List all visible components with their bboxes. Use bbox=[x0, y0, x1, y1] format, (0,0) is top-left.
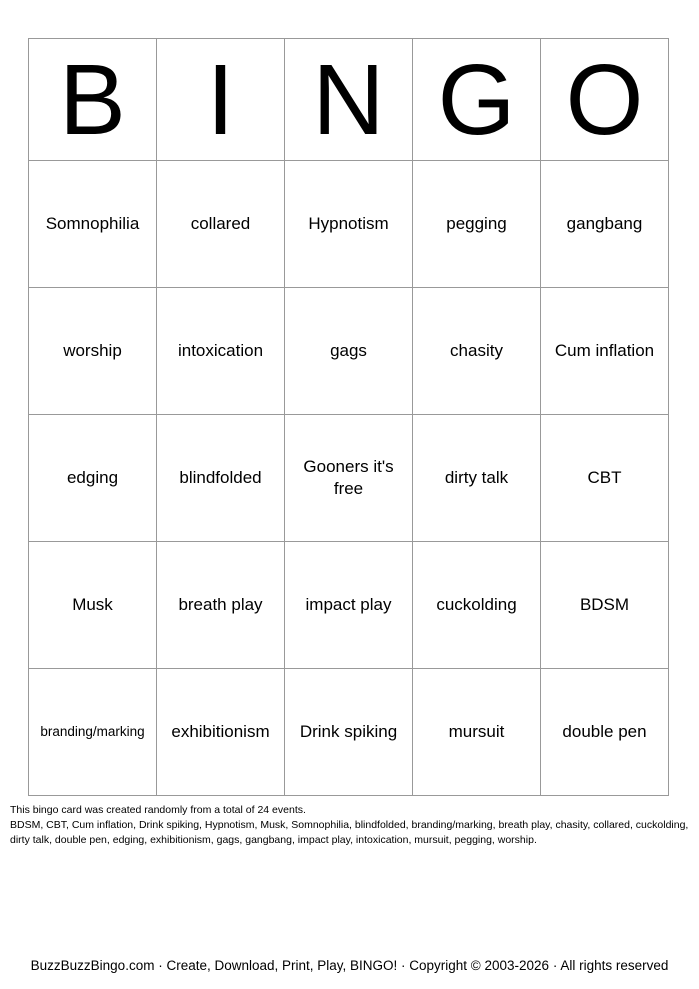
bingo-cell: cuckolding bbox=[413, 542, 541, 669]
bingo-cell: pegging bbox=[413, 161, 541, 288]
site-credit-line: BuzzBuzzBingo.com · Create, Download, Print, Play, BINGO! · Copyright © 2003-2026 · All rights reserved bbox=[30, 958, 669, 973]
bingo-cell: exhibitionism bbox=[157, 669, 285, 796]
bingo-header-letter: B bbox=[29, 39, 157, 161]
bingo-cell: double pen bbox=[541, 669, 669, 796]
bingo-cell: impact play bbox=[285, 542, 413, 669]
bingo-header-letter: I bbox=[157, 39, 285, 161]
bingo-cell: branding/marking bbox=[29, 669, 157, 796]
bingo-header-letter: O bbox=[541, 39, 669, 161]
bingo-cell: gangbang bbox=[541, 161, 669, 288]
bingo-cell: Somnophilia bbox=[29, 161, 157, 288]
bingo-cell: dirty talk bbox=[413, 415, 541, 542]
bingo-cell: collared bbox=[157, 161, 285, 288]
bingo-cell: Musk bbox=[29, 542, 157, 669]
bingo-cell: edging bbox=[29, 415, 157, 542]
bingo-cell: intoxication bbox=[157, 288, 285, 415]
bingo-cell: Cum inflation bbox=[541, 288, 669, 415]
bingo-card-grid bbox=[28, 38, 669, 796]
bingo-cell: breath play bbox=[157, 542, 285, 669]
card-info-note bbox=[10, 803, 692, 848]
bingo-cell: BDSM bbox=[541, 542, 669, 669]
bingo-cell: gags bbox=[285, 288, 413, 415]
events-list: BDSM, CBT, Cum inflation, Drink spiking, Hypnotism, Musk, Somnophilia, blindfolded, branding/marking, breath play, chasity, collared, cuckolding, dirty talk, double pen, edging, exhibitionism, gags, gangbang, impact play, intoxication, mursuit, pegging, worship. bbox=[10, 819, 689, 846]
bingo-cell: blindfolded bbox=[157, 415, 285, 542]
bingo-cell: CBT bbox=[541, 415, 669, 542]
bingo-header-letter: N bbox=[285, 39, 413, 161]
bingo-cell: worship bbox=[29, 288, 157, 415]
bingo-cell: mursuit bbox=[413, 669, 541, 796]
bingo-cell: Gooners it's free bbox=[285, 415, 413, 542]
bingo-cell: chasity bbox=[413, 288, 541, 415]
bingo-header-letter: G bbox=[413, 39, 541, 161]
bingo-cell: Hypnotism bbox=[285, 161, 413, 288]
bingo-cell: Drink spiking bbox=[285, 669, 413, 796]
card-creation-note: This bingo card was created randomly from a total of 24 events. bbox=[10, 804, 306, 816]
